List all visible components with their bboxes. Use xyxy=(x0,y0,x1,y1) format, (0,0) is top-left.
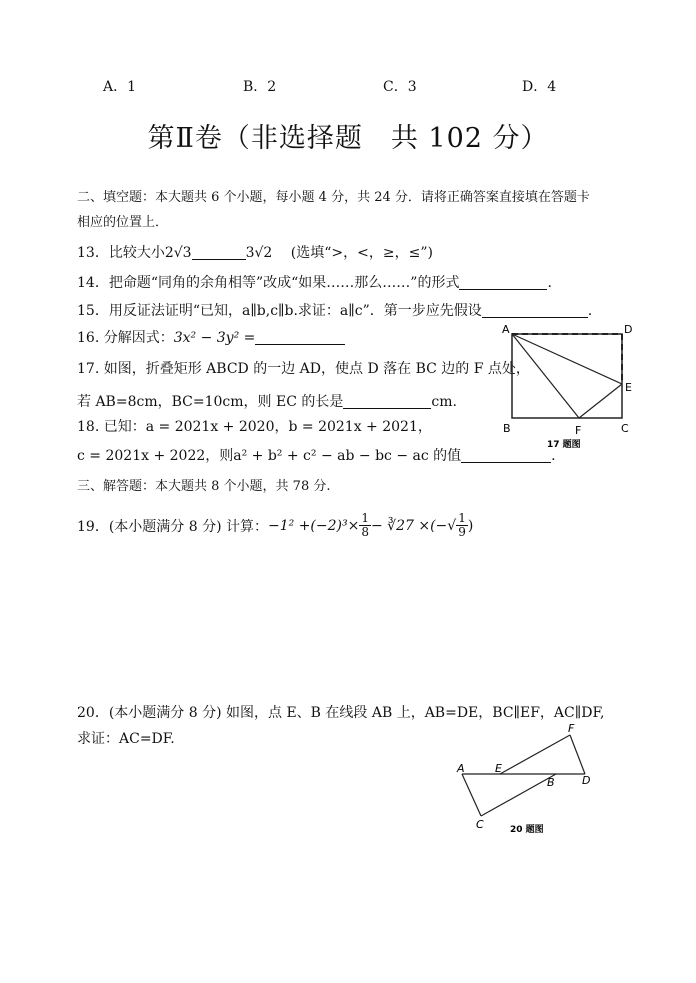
question-15 xyxy=(77,300,592,320)
question-20-line2: 求证：AC=DF. xyxy=(77,731,175,747)
section-title: 第Ⅱ卷（非选择题 共 102 分） xyxy=(147,123,549,154)
figure-17 xyxy=(495,318,645,453)
q14-end: . xyxy=(547,275,552,291)
fig20-segment-ef xyxy=(500,735,570,774)
option-a: A．1 xyxy=(103,79,137,95)
fig17-label-f: F xyxy=(575,424,582,437)
q13-hint: (选填“>，<，≥，≤”) xyxy=(290,245,433,261)
q19-fraction-2 xyxy=(456,512,468,539)
q17-unit: cm. xyxy=(431,394,457,410)
q14-text: 14．把命题“同角的余角相等”改成“如果……那么……”的形式 xyxy=(77,275,460,291)
figure-20 xyxy=(452,720,602,842)
q19-expr-c: ) xyxy=(467,517,474,534)
fig20-label-e: E xyxy=(495,762,502,775)
option-b: B．2 xyxy=(243,79,277,95)
option-c: C．3 xyxy=(383,79,417,95)
question-16 xyxy=(77,327,345,347)
fig17-label-a: A xyxy=(502,323,510,336)
q19-expr-a: −1² +(−2)³× xyxy=(268,517,360,534)
q15-end: . xyxy=(587,303,593,319)
fig20-segment-ac xyxy=(462,774,481,816)
question-13 xyxy=(77,242,433,262)
q13-right: 3√2 xyxy=(245,245,273,261)
fig20-label-a: A xyxy=(457,762,465,775)
fig17-crease-ae xyxy=(512,334,622,384)
q13-left: 2√3 xyxy=(164,245,192,261)
q16-answer-blank[interactable] xyxy=(255,330,345,345)
fig20-segment-cb xyxy=(481,774,556,816)
fig17-label-e: E xyxy=(625,381,632,394)
question-14 xyxy=(77,272,552,292)
frac2-num: 1 xyxy=(458,511,466,525)
frac1-den: 8 xyxy=(361,525,369,539)
question-18-line1: 18. 已知：a = 2021x + 2020，b = 2021x + 2021， xyxy=(77,419,432,435)
fig20-caption: 20 题图 xyxy=(510,825,544,835)
option-d: D．4 xyxy=(522,79,557,95)
q19-fraction-1 xyxy=(359,512,371,539)
q18-end: . xyxy=(551,448,556,464)
part3-heading: 三、解答题：本大题共 8 个小题，共 78 分. xyxy=(77,479,331,494)
frac2-den: 9 xyxy=(458,525,466,539)
fig17-label-b: B xyxy=(503,422,511,435)
q14-answer-blank[interactable] xyxy=(459,275,547,290)
q17-text: 若 AB=8cm，BC=10cm，则 EC 的长是 xyxy=(77,394,344,410)
fig17-caption: 17 题图 xyxy=(547,440,581,450)
q16-expr: 3x² − 3y² = xyxy=(173,330,256,346)
question-17-line2 xyxy=(77,391,457,411)
q15-text: 15．用反证法证明“已知，a∥b,c∥b.求证：a∥c”．第一步应先假设 xyxy=(77,303,482,319)
fig20-segment-fd xyxy=(570,735,585,774)
fig17-label-d: D xyxy=(624,323,633,336)
q18-text: c = 2021x + 2022，则a² + b² + c² − ab − bc − ac 的值 xyxy=(77,448,462,464)
q17-answer-blank[interactable] xyxy=(343,394,431,409)
question-19 xyxy=(77,512,473,539)
frac1-num: 1 xyxy=(361,511,369,525)
question-20-line1: 20．(本小题满分 8 分) 如图，点 E、B 在线段 AB 上，AB=DE，BC∥EF，AC∥DF, xyxy=(77,705,605,721)
fig20-label-f: F xyxy=(568,722,575,735)
question-18-line2 xyxy=(77,445,556,465)
part2-heading-line1: 二、填空题：本大题共 6 个小题，每小题 4 分，共 24 分．请将正确答案直接填在答题卡 xyxy=(77,190,590,205)
part2-heading-line2: 相应的位置上． xyxy=(77,215,169,230)
fig20-label-d: D xyxy=(582,774,591,787)
fig17-segment-af xyxy=(512,334,579,418)
fig17-segment-fe xyxy=(579,384,622,418)
q13-answer-blank[interactable] xyxy=(192,245,246,260)
fig20-label-c: C xyxy=(476,818,484,831)
fig20-label-b: B xyxy=(547,776,555,789)
question-17-line1: 17. 如图，折叠矩形 ABCD 的一边 AD，使点 D 落在 BC 边的 F 点处， xyxy=(77,361,530,377)
fig17-label-c: C xyxy=(621,422,629,435)
q15-answer-blank[interactable] xyxy=(482,303,588,318)
q16-prefix: 16. 分解因式： xyxy=(77,330,174,346)
q19-expr-b: − ∛27 ×(−√ xyxy=(370,517,457,534)
q19-prefix: 19．(本小题满分 8 分) 计算： xyxy=(77,518,268,535)
q13-prefix: 13．比较大小 xyxy=(77,245,165,261)
